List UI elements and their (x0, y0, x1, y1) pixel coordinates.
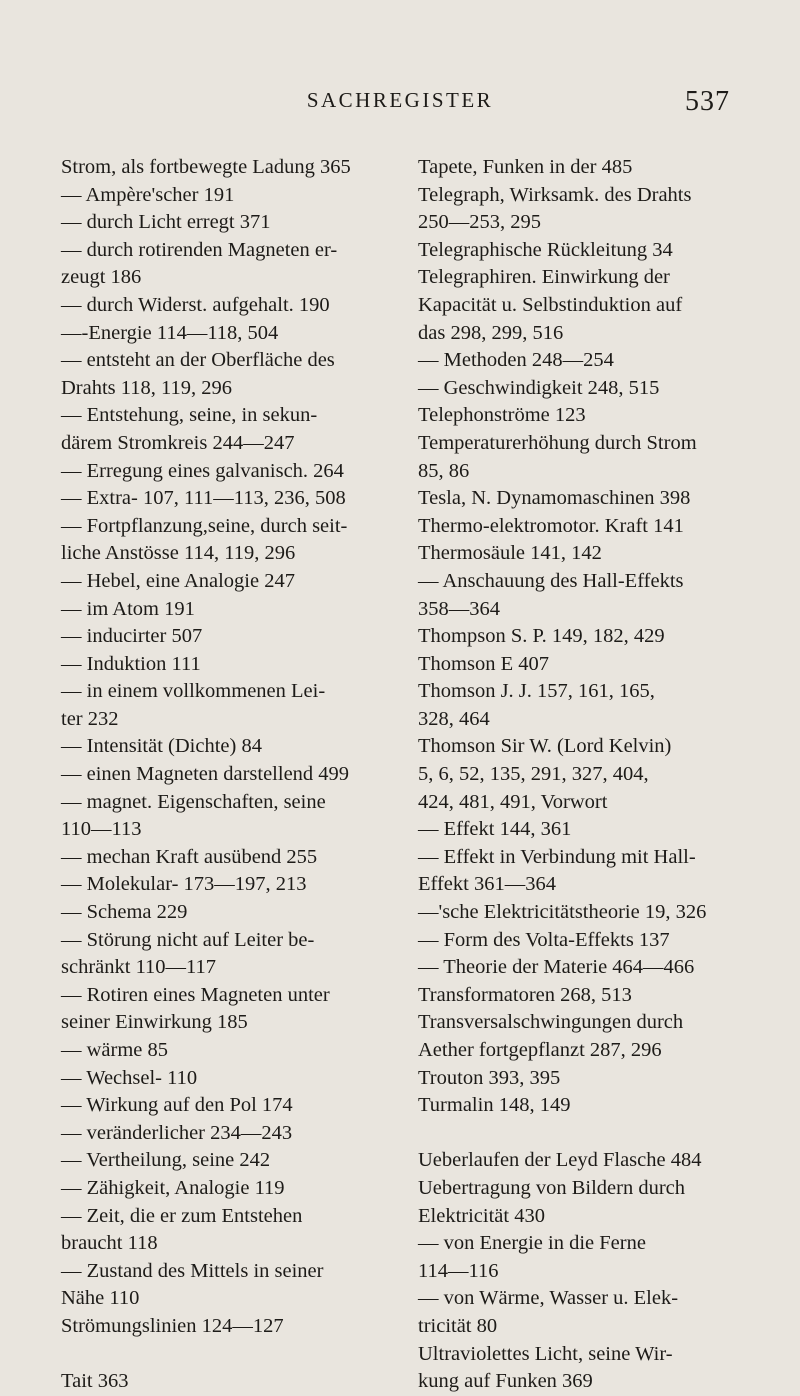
index-entry-line: — einen Magneten darstellend 499 (61, 763, 350, 786)
index-entry-line: Strömungslinien 124—127 (61, 1314, 284, 1337)
index-entry-line: schränkt 110—117 (61, 956, 217, 979)
index-entry-line: Tapete, Funken in der 485 (418, 156, 633, 178)
index-entry-line: — Zeit, die er zum Entstehen (61, 1204, 303, 1227)
index-entry-line: Ueberlaufen der Leyd Flasche 484 (418, 1149, 702, 1172)
page-number: 537 (685, 86, 730, 117)
index-entry-line: Trouton 393, 395 (418, 1066, 561, 1089)
index-entry-line: — Extra- 107, 111—113, 236, 508 (61, 487, 346, 510)
index-entry-line: 328, 464 (418, 707, 490, 730)
index-entry-line: — im Atom 191 (61, 597, 195, 620)
index-entry-line: — Theorie der Materie 464—466 (418, 956, 695, 979)
index-entry-line: 358—364 (418, 597, 500, 620)
running-head: SACHREGISTER (306, 88, 494, 112)
index-entry-line: Transversalschwingungen durch (418, 1011, 684, 1034)
index-entry-line: — von Wärme, Wasser u. Elek- (418, 1287, 679, 1310)
index-entry-line: Telegraphiren. Einwirkung der (418, 266, 670, 289)
index-entry-line: — durch Licht erregt 371 (61, 211, 271, 234)
index-entry-line: tricität 80 (418, 1314, 498, 1337)
index-entry-line: Nähe 110 (61, 1287, 140, 1310)
index-entry-line: — entsteht an der Oberfläche des (61, 349, 335, 372)
index-column-right (418, 154, 763, 1396)
index-entry-line: — durch rotirenden Magneten er- (61, 238, 338, 261)
index-entry-line: — in einem vollkommenen Lei- (61, 680, 326, 703)
index-entry-line: Telephonströme 123 (418, 404, 586, 427)
index-entry-line: — magnet. Eigenschaften, seine (61, 790, 326, 813)
index-entry-line: Aether fortgepflanzt 287, 296 (418, 1039, 662, 1061)
index-entry-line: — Erregung eines galvanisch. 264 (61, 459, 344, 482)
index-entry-line: Turmalin 148, 149 (418, 1094, 571, 1117)
index-entry-line: — Induktion 111 (61, 652, 201, 675)
index-entry-line: — Vertheilung, seine 242 (61, 1149, 271, 1172)
index-entry-line: liche Anstösse 114, 119, 296 (61, 542, 296, 565)
index-entry-line: Telegraphische Rückleitung 34 (418, 238, 673, 261)
index-entry-line: — Fortpflanzung,seine, durch seit- (61, 514, 348, 537)
index-column-left (61, 154, 391, 1396)
index-entry-line: — wärme 85 (61, 1039, 169, 1061)
index-entry-line: — Wirkung auf den Pol 174 (61, 1094, 293, 1117)
index-entry-line: — von Energie in die Ferne (418, 1232, 646, 1255)
index-entry-line: Kapacität u. Selbstinduktion auf (418, 293, 683, 316)
index-entry-line: Thermosäule 141, 142 (418, 542, 602, 565)
index-entry-line: braucht 118 (61, 1232, 158, 1255)
index-entry-line: — Störung nicht auf Leiter be- (61, 928, 315, 951)
index-entry-line: — Effekt in Verbindung mit Hall- (418, 845, 696, 868)
index-entry-line: seiner Einwirkung 185 (61, 1011, 248, 1034)
index-entry-line: Transformatoren 268, 513 (418, 983, 632, 1006)
index-entry-line: — Schema 229 (61, 901, 188, 924)
index-entry-line: Temperaturerhöhung durch Strom (418, 431, 697, 454)
index-entry-line: — Zustand des Mittels in seiner (61, 1259, 324, 1282)
index-entry-line: — mechan Kraft ausübend 255 (61, 845, 318, 868)
index-entry-line: — Hebel, eine Analogie 247 (61, 569, 295, 592)
index-entry-line: — Anschauung des Hall-Effekts (418, 569, 684, 592)
index-entry-line: das 298, 299, 516 (418, 321, 564, 344)
index-entry-line: —-Energie 114—118, 504 (61, 321, 279, 344)
index-entry-line: — Rotiren eines Magneten unter (61, 983, 330, 1006)
index-entry-line: — Zähigkeit, Analogie 119 (61, 1176, 285, 1199)
index-entry-line: Tesla, N. Dynamomaschinen 398 (418, 487, 691, 510)
index-entry-line: Tait 363 (61, 1370, 129, 1393)
index-entry-line: — Ampère'scher 191 (61, 183, 235, 206)
index-entry-line: zeugt 186 (61, 266, 142, 289)
index-entry-line: — Entstehung, seine, in sekun- (61, 404, 318, 427)
index-entry-line: kung auf Funken 369 (418, 1370, 593, 1393)
index-entry-line: Strom, als fortbewegte Ladung 365 (61, 156, 351, 178)
index-entry-line: — Molekular- 173—197, 213 (61, 873, 307, 896)
index-entry-line: Effekt 361—364 (418, 873, 556, 896)
index-entry-line: 5, 6, 52, 135, 291, 327, 404, (418, 763, 649, 786)
index-entry-line: ter 232 (61, 707, 119, 730)
index-entry-line: — Geschwindigkeit 248, 515 (418, 376, 660, 399)
index-entry-line: 110—113 (61, 818, 142, 841)
index-entry-line: Thompson S. P. 149, 182, 429 (418, 625, 665, 648)
index-entry-line: —'sche Elektricitätstheorie 19, 326 (418, 901, 707, 924)
index-entry-line: 424, 481, 491, Vorwort (418, 790, 608, 813)
index-entry-line: — veränderlicher 234—243 (61, 1121, 293, 1144)
index-entry-line: 85, 86 (418, 459, 470, 482)
index-entry-line (61, 1341, 391, 1369)
index-entry-line: Elektricität 430 (418, 1204, 545, 1227)
index-entry-line (418, 1120, 763, 1148)
index-entry-line: Thomson Sir W. (Lord Kelvin) (418, 735, 672, 758)
index-entry-line: Thermo-elektromotor. Kraft 141 (418, 514, 684, 537)
index-entry-line: Ultraviolettes Licht, seine Wir- (418, 1342, 673, 1365)
index-entry-line: — durch Widerst. aufgehalt. 190 (61, 293, 330, 316)
index-entry-line: — Effekt 144, 361 (418, 818, 572, 841)
index-entry-line: Thomson E 407 (418, 652, 549, 675)
index-entry-line: Thomson J. J. 157, 161, 165, (418, 680, 655, 703)
index-entry-line: 250—253, 295 (418, 211, 541, 234)
index-entry-line: Drahts 118, 119, 296 (61, 376, 233, 399)
index-entry-line: — Intensität (Dichte) 84 (61, 735, 262, 758)
index-entry-line: — Form des Volta-Effekts 137 (418, 928, 670, 951)
index-entry-line: 114—116 (418, 1259, 499, 1282)
index-entry-line: — inducirter 507 (61, 625, 203, 648)
index-entry-line: därem Stromkreis 244—247 (61, 431, 295, 454)
index-entry-line: Uebertragung von Bildern durch (418, 1176, 685, 1199)
index-entry-line: Telegraph, Wirksamk. des Drahts (418, 183, 692, 206)
index-entry-line: — Methoden 248—254 (418, 349, 614, 372)
index-entry-line: — Wechsel- 110 (61, 1066, 198, 1089)
